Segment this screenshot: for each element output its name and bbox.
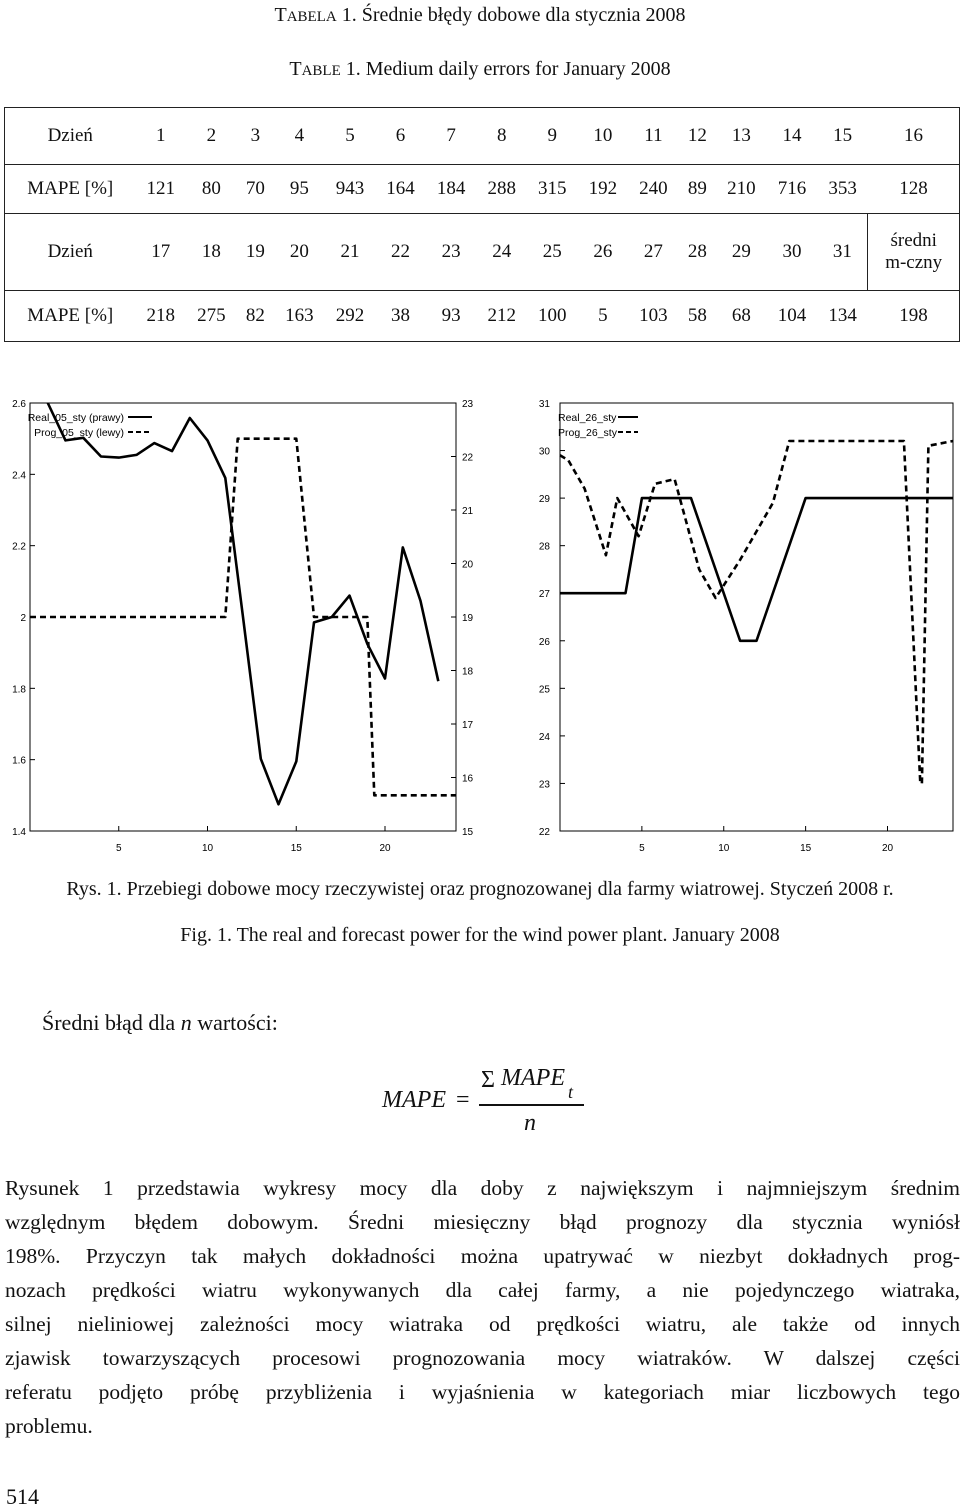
formula-num: MAPE bbox=[501, 1065, 565, 1091]
table-cell: 104 bbox=[767, 291, 818, 342]
table-cell: 21 bbox=[325, 214, 376, 291]
table-cell: 68 bbox=[716, 291, 767, 342]
table-caption-pl: TABELA 1. Średnie błędy dobowe dla stycznia 2008 bbox=[274, 4, 686, 26]
table-cell: 192 bbox=[578, 165, 629, 214]
real-series-line bbox=[560, 498, 953, 641]
y2-tick-label: 17 bbox=[462, 720, 474, 731]
y-tick-label: 1.8 bbox=[12, 684, 26, 696]
y2-tick-label: 21 bbox=[462, 506, 474, 517]
table-cell: 12 bbox=[679, 108, 716, 165]
table-cell: 4 bbox=[274, 108, 325, 165]
x-tick-label: 5 bbox=[639, 843, 645, 854]
paragraph-line: silnej nieliniowej zależności mocy wiatraka od prędkości wiatru, ale także od innych bbox=[5, 1312, 960, 1336]
table-cell: 80 bbox=[186, 165, 237, 214]
y-tick-label: 27 bbox=[538, 589, 550, 601]
table-cell: 100 bbox=[527, 291, 578, 342]
y-tick-label: 23 bbox=[538, 779, 550, 791]
formula-sub: t bbox=[568, 1082, 574, 1102]
table-cell: 3 bbox=[237, 108, 274, 165]
table-cell: 19 bbox=[237, 214, 274, 291]
x-tick-label: 10 bbox=[718, 843, 730, 854]
table-cell: 5 bbox=[325, 108, 376, 165]
y-tick-label: 30 bbox=[538, 446, 550, 458]
paragraph-line: względnym błędem dobowym. Średni miesięczny błąd prognozy dla stycznia wyniósł bbox=[5, 1210, 960, 1234]
y-tick-label: 2.2 bbox=[12, 541, 26, 553]
mape-table bbox=[4, 107, 960, 342]
table-cell: 8 bbox=[476, 108, 527, 165]
fraction-bar bbox=[479, 1104, 584, 1106]
legend-label: Prog_26_sty bbox=[558, 427, 617, 439]
formula-den: n bbox=[524, 1110, 536, 1136]
table-cell: 134 bbox=[817, 291, 868, 342]
body-paragraph bbox=[5, 1171, 960, 1443]
table-cell: 103 bbox=[628, 291, 679, 342]
table-caption-en: TABLE 1. Medium daily errors for January 2008 bbox=[289, 58, 671, 80]
table-cell: 14 bbox=[767, 108, 818, 165]
table-cell: 58 bbox=[679, 291, 716, 342]
table-cell: 22 bbox=[375, 214, 426, 291]
table-cell: 93 bbox=[426, 291, 477, 342]
formula-eq: = bbox=[456, 1087, 470, 1113]
chart-right bbox=[539, 399, 953, 854]
paragraph-line: problemu. bbox=[5, 1414, 93, 1438]
table-cell: 89 bbox=[679, 165, 716, 214]
table-cell: 240 bbox=[628, 165, 679, 214]
monthly-label: m-czny bbox=[885, 252, 943, 273]
table-cell: 5 bbox=[578, 291, 629, 342]
forecast-series-line bbox=[560, 441, 953, 783]
y2-tick-label: 22 bbox=[462, 452, 474, 464]
table-cell: 164 bbox=[375, 165, 426, 214]
table-cell: 292 bbox=[325, 291, 376, 342]
table-cell: 70 bbox=[237, 165, 274, 214]
table-cell: 26 bbox=[578, 214, 629, 291]
paragraph-line: nozach prędkości wiatru wykonywanych dla całej farmy, a nie pojedynczego wiatraka, bbox=[5, 1278, 960, 1302]
y2-tick-label: 20 bbox=[462, 559, 474, 571]
table-cell: 7 bbox=[426, 108, 477, 165]
y2-tick-label: 16 bbox=[462, 773, 474, 785]
table-cell: 30 bbox=[767, 214, 818, 291]
table-cell: 10 bbox=[578, 108, 629, 165]
table-cell: 16 bbox=[868, 108, 960, 165]
table-cell: 20 bbox=[274, 214, 325, 291]
real-series-line bbox=[48, 403, 439, 804]
y-tick-label: 2.6 bbox=[12, 399, 26, 410]
monthly-average-header bbox=[868, 214, 960, 291]
chart-left bbox=[12, 399, 473, 854]
table-cell: 288 bbox=[476, 165, 527, 214]
table-cell: 353 bbox=[817, 165, 868, 214]
table-cell: 1 bbox=[136, 108, 187, 165]
figure-charts bbox=[0, 390, 960, 860]
table-cell: 17 bbox=[136, 214, 187, 291]
table-cell: 128 bbox=[868, 165, 960, 214]
table-cell: 184 bbox=[426, 165, 477, 214]
table-cell: 11 bbox=[628, 108, 679, 165]
paragraph-line: 198%. Przyczyn tak małych dokładności można upatrywać w niezbyt dokładnych prog- bbox=[5, 1244, 960, 1268]
table-cell: 9 bbox=[527, 108, 578, 165]
x-tick-label: 20 bbox=[379, 843, 391, 854]
paragraph-line: Rysunek 1 przedstawia wykresy mocy dla doby z największym i najmniejszym średnim bbox=[5, 1176, 960, 1200]
figure-caption-pl: Rys. 1. Przebiegi dobowe mocy rzeczywistej oraz prognozowanej dla farmy wiatrowej. Styczeń 2008 r. bbox=[66, 878, 894, 900]
y2-tick-label: 15 bbox=[462, 827, 474, 838]
table-cell: 943 bbox=[325, 165, 376, 214]
x-tick-label: 15 bbox=[800, 843, 812, 854]
table-cell: 18 bbox=[186, 214, 237, 291]
y-tick-label: 1.4 bbox=[12, 827, 26, 838]
y-tick-label: 25 bbox=[538, 684, 550, 696]
plot-frame bbox=[560, 403, 953, 831]
table-cell: 27 bbox=[628, 214, 679, 291]
y-tick-label: 22 bbox=[538, 827, 550, 838]
table-cell: 275 bbox=[186, 291, 237, 342]
legend-label: Real_26_sty bbox=[558, 412, 617, 424]
y-tick-label: 1.6 bbox=[12, 755, 26, 767]
table-cell: 212 bbox=[476, 291, 527, 342]
y2-tick-label: 18 bbox=[462, 666, 474, 678]
table-cell: 25 bbox=[527, 214, 578, 291]
monthly-label: średni bbox=[890, 230, 937, 251]
y-tick-label: 29 bbox=[538, 494, 550, 506]
x-tick-label: 20 bbox=[881, 843, 894, 854]
table-cell: 82 bbox=[237, 291, 274, 342]
legend-label: Real_05_sty (prawy) bbox=[27, 412, 124, 424]
intro-line: Średni błąd dla n wartości: bbox=[42, 1010, 278, 1035]
x-tick-label: 15 bbox=[290, 843, 302, 854]
row-label: Dzień bbox=[5, 214, 136, 291]
row-label: MAPE [%] bbox=[5, 291, 136, 342]
paragraph-line: zjawisk towarzyszących procesowi prognozowania mocy wiatraków. W dalszej części bbox=[5, 1346, 960, 1370]
table-cell: 15 bbox=[817, 108, 868, 165]
y-tick-label: 26 bbox=[538, 636, 550, 648]
table-cell: 13 bbox=[716, 108, 767, 165]
table-cell: 6 bbox=[375, 108, 426, 165]
y-tick-label: 31 bbox=[538, 399, 550, 410]
table-cell: 2 bbox=[186, 108, 237, 165]
table-cell: 198 bbox=[868, 291, 960, 342]
y2-tick-label: 23 bbox=[462, 399, 474, 410]
table-cell: 29 bbox=[716, 214, 767, 291]
formula-lhs: MAPE bbox=[382, 1087, 446, 1113]
y-tick-label: 2.4 bbox=[12, 470, 26, 482]
table-cell: 163 bbox=[274, 291, 325, 342]
paragraph-line: referatu podjęto próbę przybliżenia i wyjaśnienia w kategoriach miar liczbowych tego bbox=[5, 1380, 960, 1404]
page-number: 514 bbox=[6, 1484, 39, 1509]
y2-tick-label: 19 bbox=[462, 613, 474, 624]
formula-sigma: Σ bbox=[481, 1067, 495, 1093]
x-tick-label: 10 bbox=[201, 843, 214, 854]
table-cell: 315 bbox=[527, 165, 578, 214]
table-cell: 28 bbox=[679, 214, 716, 291]
y-tick-label: 2 bbox=[20, 613, 26, 624]
table-cell: 24 bbox=[476, 214, 527, 291]
x-tick-label: 5 bbox=[115, 843, 122, 854]
y-tick-label: 24 bbox=[538, 731, 550, 743]
table-cell: 95 bbox=[274, 165, 325, 214]
table-cell: 716 bbox=[767, 165, 818, 214]
table-cell: 210 bbox=[716, 165, 767, 214]
table-cell: 121 bbox=[136, 165, 187, 214]
table-cell: 38 bbox=[375, 291, 426, 342]
row-label: Dzień bbox=[5, 108, 136, 165]
legend-label: Prog_05_sty (lewy) bbox=[34, 427, 124, 439]
table-cell: 218 bbox=[136, 291, 187, 342]
y-tick-label: 28 bbox=[538, 541, 550, 553]
table-cell: 23 bbox=[426, 214, 477, 291]
figure-caption-en: Fig. 1. The real and forecast power for the wind power plant. January 2008 bbox=[180, 924, 780, 946]
row-label: MAPE [%] bbox=[5, 165, 136, 214]
table-cell: 31 bbox=[817, 214, 868, 291]
